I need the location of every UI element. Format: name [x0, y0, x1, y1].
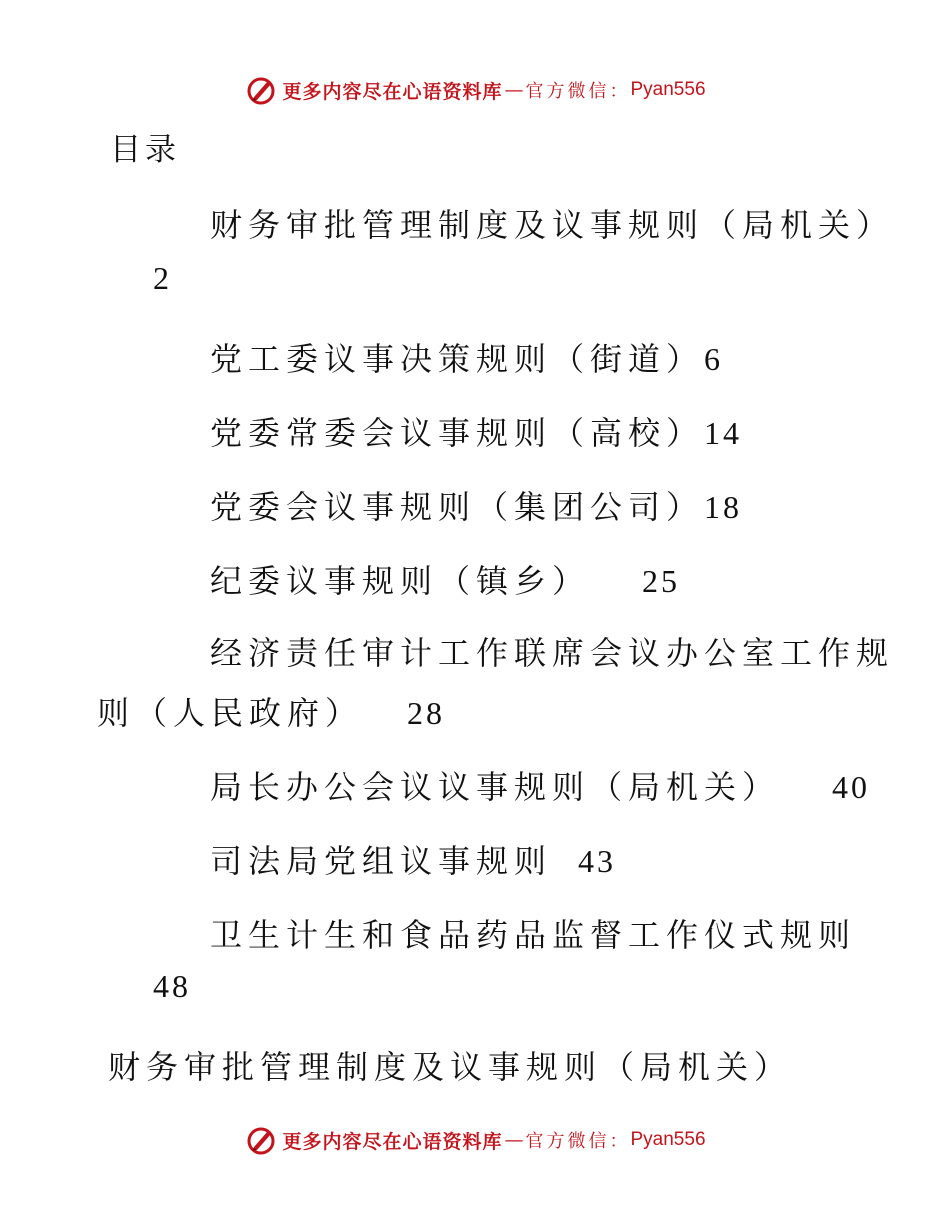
section-heading: 财务审批管理制度及议事规则（局机关） [108, 1048, 793, 1086]
pen-logo-icon [244, 1123, 278, 1157]
toc-entry-4[interactable] [210, 482, 742, 528]
toc-entry-page: 14 [704, 415, 743, 451]
toc-entry-page: 6 [704, 341, 724, 377]
watermark-separator: — [504, 79, 524, 101]
watermark-separator: — [504, 1129, 524, 1151]
toc-entry-1-page: 2 [153, 260, 172, 296]
toc-entry-page: 18 [704, 489, 743, 525]
toc-entry-page: 40 [832, 769, 871, 805]
toc-entry-page: 43 [578, 843, 617, 879]
toc-entry-9-page: 48 [153, 968, 191, 1004]
watermark-official: 官方微信： [525, 1131, 631, 1152]
toc-entry-title: 局长办公会议议事规则（局机关） [210, 768, 781, 806]
pen-logo-icon [244, 73, 278, 107]
watermark-banner-bottom [0, 1120, 950, 1160]
toc-entry-1-title[interactable]: 财务审批管理制度及议事规则（局机关） [210, 206, 895, 244]
watermark-banner-top [0, 70, 950, 110]
watermark-text: 更多内容尽在心语资料库 [282, 80, 503, 103]
toc-entry-title: 则（人民政府） [97, 694, 364, 732]
toc-entry-5[interactable] [210, 556, 680, 602]
toc-entry-2[interactable] [210, 334, 723, 380]
watermark-handle: Pyan556 [630, 79, 706, 100]
toc-entry-title: 党工委议事决策规则（街道） [210, 340, 705, 378]
toc-entry-title: 纪委议事规则（镇乡） [210, 562, 591, 600]
watermark-official: 官方微信： [525, 81, 631, 102]
toc-entry-6-line1[interactable]: 经济责任审计工作联席会议办公室工作规 [210, 634, 895, 672]
toc-entry-title: 司法局党组议事规则 [210, 842, 553, 880]
toc-entry-8[interactable] [210, 836, 616, 882]
toc-entry-7[interactable] [210, 762, 870, 808]
toc-title: 目录 [110, 132, 180, 168]
toc-entry-page: 25 [642, 563, 681, 599]
toc-entry-page: 28 [407, 695, 446, 731]
toc-entry-title: 党委常委会议事规则（高校） [210, 414, 705, 452]
watermark-text: 更多内容尽在心语资料库 [282, 1130, 503, 1153]
watermark-handle: Pyan556 [630, 1129, 706, 1150]
toc-entry-9-title[interactable]: 卫生计生和食品药品监督工作仪式规则 [210, 916, 857, 954]
toc-entry-title: 党委会议事规则（集团公司） [210, 488, 705, 526]
toc-entry-6-line2[interactable] [97, 688, 445, 734]
toc-entry-3[interactable] [210, 408, 742, 454]
